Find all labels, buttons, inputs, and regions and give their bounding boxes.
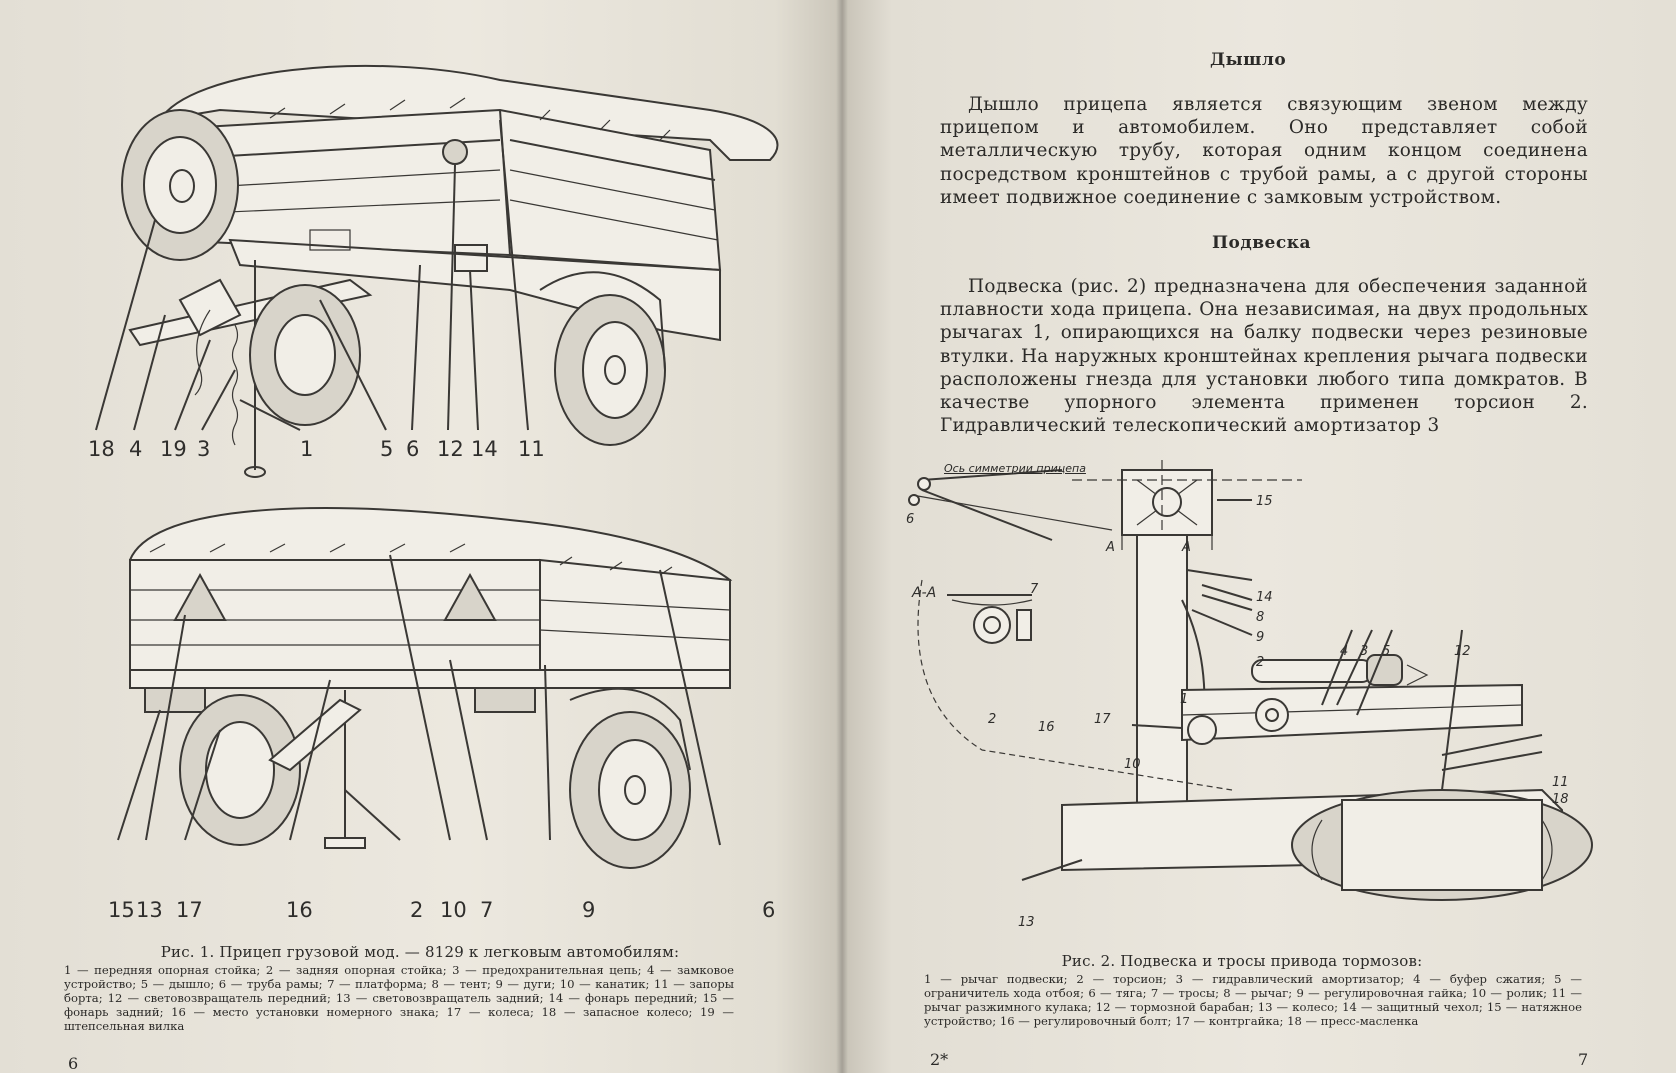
fig1-callout-bottom-1: 15 bbox=[108, 898, 135, 922]
fig2-callout-17: 2 bbox=[988, 712, 997, 727]
page-number-right: 7 bbox=[1578, 1050, 1589, 1069]
signature-mark: 2* bbox=[930, 1050, 949, 1069]
fig1-callout-top-4: 3 bbox=[197, 437, 211, 461]
fig1-callout-top-5: 1 bbox=[300, 437, 314, 461]
fig1-callout-bottom-2: 13 bbox=[136, 898, 163, 922]
fig2-callout-6: 9 bbox=[1256, 630, 1265, 645]
fig2-caption-title: Рис. 2. Подвеска и тросы привода тормозов: bbox=[1061, 952, 1423, 970]
fig1-callout-top-3: 19 bbox=[160, 437, 187, 461]
fig1-caption-legend: 1 — передняя опорная стойка; 2 — задняя опорная стойка; 3 — предохранительная цепь; 4 — замковое устройство; 5 — дышло; 6 — труба рамы; 7 — платформа; 8 — тент; 9 — дуги; 10 — канатик; 11 — запоры борта; 12 — световозвращатель передний; 13 — световозвращатель задний; 14 — фонарь передний; 15 — фонарь задний; 16 — место установки номерного знака; 17 — колеса; 18 — запасное колесо; 19 — штепсельная вилка bbox=[64, 963, 734, 1033]
fig2-callout-5: 8 bbox=[1256, 610, 1265, 625]
fig1-callout-top-1: 18 bbox=[88, 437, 115, 461]
fig2-caption-legend: 1 — рычаг подвески; 2 — торсион; 3 — гидравлический амортизатор; 4 — буфер сжатия; 5 — ограничитель хода отбоя; 6 — тяга; 7 — тросы; 8 — рычаг; 9 — регулировочная гайка; 10 — ролик; 11 — рычаг разжимного кулака; 12 — тормозной барабан; 13 — колесо; 14 — защитный чехол; 15 — натяжное устройство; 16 — регулировочный болт; 17 — контргайка; 18 — пресс-масленка bbox=[924, 972, 1582, 1028]
fig1-callout-bottom-3: 17 bbox=[176, 898, 203, 922]
fig1-callout-top-6: 5 bbox=[380, 437, 394, 461]
fig2-callout-1: 6 bbox=[906, 512, 915, 527]
book-gutter bbox=[836, 0, 848, 1073]
fig2-suspension-drawing bbox=[882, 460, 1662, 950]
fig2-section-mark-left: А bbox=[1106, 540, 1115, 555]
fig2-callout-14: 11 bbox=[1552, 775, 1569, 790]
fig2-section-label: А-А bbox=[912, 585, 937, 601]
section-heading-drawbar: Дышло bbox=[1210, 50, 1287, 70]
fig2-callout-2: 15 bbox=[1256, 494, 1273, 509]
fig1-callout-bottom-7: 7 bbox=[480, 898, 494, 922]
fig1-top-trailer-drawing bbox=[70, 40, 790, 500]
section-heading-suspension: Подвеска bbox=[1212, 233, 1311, 253]
fig2-callout-4: 14 bbox=[1256, 590, 1273, 605]
fig2-callout-12: 1 bbox=[1180, 692, 1189, 707]
fig2-callout-7: 2 bbox=[1256, 655, 1265, 670]
fig1-caption-title: Рис. 1. Прицеп грузовой мод. — 8129 к легковым автомобилям: bbox=[160, 943, 680, 961]
fig2-callout-10: 5 bbox=[1382, 644, 1391, 659]
fig2-callout-11: 12 bbox=[1454, 644, 1471, 659]
fig1-callout-bottom-6: 10 bbox=[440, 898, 467, 922]
fig1-callout-bottom-4: 16 bbox=[286, 898, 313, 922]
fig1-callout-top-10: 11 bbox=[518, 437, 545, 461]
fig1-bottom-trailer-drawing bbox=[90, 500, 790, 900]
paragraph-suspension: Подвеска (рис. 2) предназначена для обеспечения заданной плавности хода прицепа. Она независимая, на двух продольных рычагах 1, опирающихся на балку подвески через резиновые втулки. На наружных кронштейнах крепления рычага подвески расположены гнезда для установки любого типа домкратов. В качестве упорного элемента применен торсион 2. Гидравлический телескопический амортизатор 3 bbox=[940, 276, 1588, 437]
fig1-callout-top-2: 4 bbox=[129, 437, 143, 461]
fig2-section-mark-right: А bbox=[1182, 540, 1191, 555]
fig1-callout-top-7: 6 bbox=[406, 437, 420, 461]
fig1-callout-top-9: 14 bbox=[471, 437, 498, 461]
fig1-callout-bottom-8: 9 bbox=[582, 898, 596, 922]
page-number-left: 6 bbox=[68, 1054, 79, 1073]
fig2-callout-16: 13 bbox=[1018, 915, 1035, 930]
fig2-callout-13: 10 bbox=[1124, 757, 1141, 772]
paragraph-drawbar: Дышло прицепа является связующим звеном между прицепом и автомобилем. Оно представляет собой металлическую трубу, которая одним концом соединена посредством кронштейнов с трубой рамы, а с другой стороны имеет подвижное соединение с замковым устройством. bbox=[940, 94, 1588, 208]
fig2-callout-9: 3 bbox=[1360, 644, 1369, 659]
fig1-callout-bottom-9: 6 bbox=[762, 898, 776, 922]
fig1-callout-bottom-5: 2 bbox=[410, 898, 424, 922]
fig2-callout-3: 7 bbox=[1030, 582, 1039, 597]
fig2-symmetry-axis-label: Ось симметрии прицепа bbox=[944, 462, 1086, 475]
fig2-callout-15: 18 bbox=[1552, 792, 1569, 807]
right-page bbox=[842, 0, 1676, 1073]
fig2-callout-18: 16 bbox=[1038, 720, 1055, 735]
fig2-callout-8: 4 bbox=[1340, 644, 1349, 659]
fig2-callout-19: 17 bbox=[1094, 712, 1111, 727]
fig1-callout-top-8: 12 bbox=[437, 437, 464, 461]
